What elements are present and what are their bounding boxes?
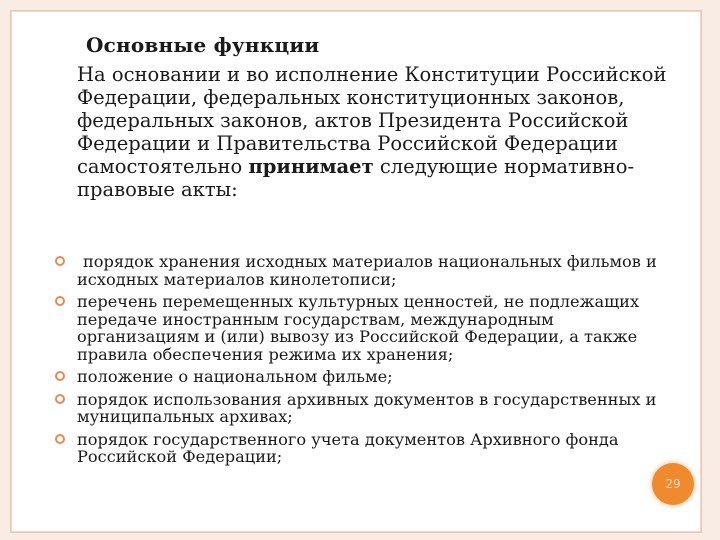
bullet-circle-icon <box>55 296 65 306</box>
bullet-circle-icon <box>55 394 65 404</box>
slide-title: Основные функции <box>86 33 320 57</box>
bullet-circle-icon <box>55 256 65 266</box>
list-item <box>55 391 675 426</box>
bullet-list <box>55 253 675 471</box>
page-number-badge: 29 <box>652 463 694 505</box>
list-item-text: порядок государственного учета документов Архивного фонда Российской Федерации; <box>77 429 619 466</box>
list-item <box>55 431 675 466</box>
bullet-circle-icon <box>55 434 65 444</box>
list-item <box>55 253 675 288</box>
list-item <box>55 293 675 363</box>
intro-text-2: следующие нормативно-правовые акты: <box>77 155 635 201</box>
list-item-text: порядок хранения исходных материалов национальных фильмов и исходных материалов кинолетописи; <box>77 252 657 289</box>
intro-text-1: На основании и во исполнение Конституции Российской Федерации, федеральных конституционных законов, федеральных законов, актов Президента Российской Федерации и Правительства Российской Федерации самостоятельно <box>77 63 667 178</box>
bullet-circle-icon <box>55 371 65 381</box>
intro-bold: принимает <box>248 155 374 178</box>
list-item <box>55 368 675 386</box>
list-item-text: порядок использования архивных документов в государственных и муниципальных архивах; <box>77 389 657 426</box>
list-item-text: перечень перемещенных культурных ценностей, не подлежащих передаче иностранным государствам, международным организациям и (или) вывозу из Российской Федерации, а также правила обеспечения режима их хранения; <box>77 292 640 364</box>
intro-paragraph <box>77 63 697 201</box>
list-item-text: положение о национальном фильме; <box>77 367 393 386</box>
slide <box>10 10 702 533</box>
